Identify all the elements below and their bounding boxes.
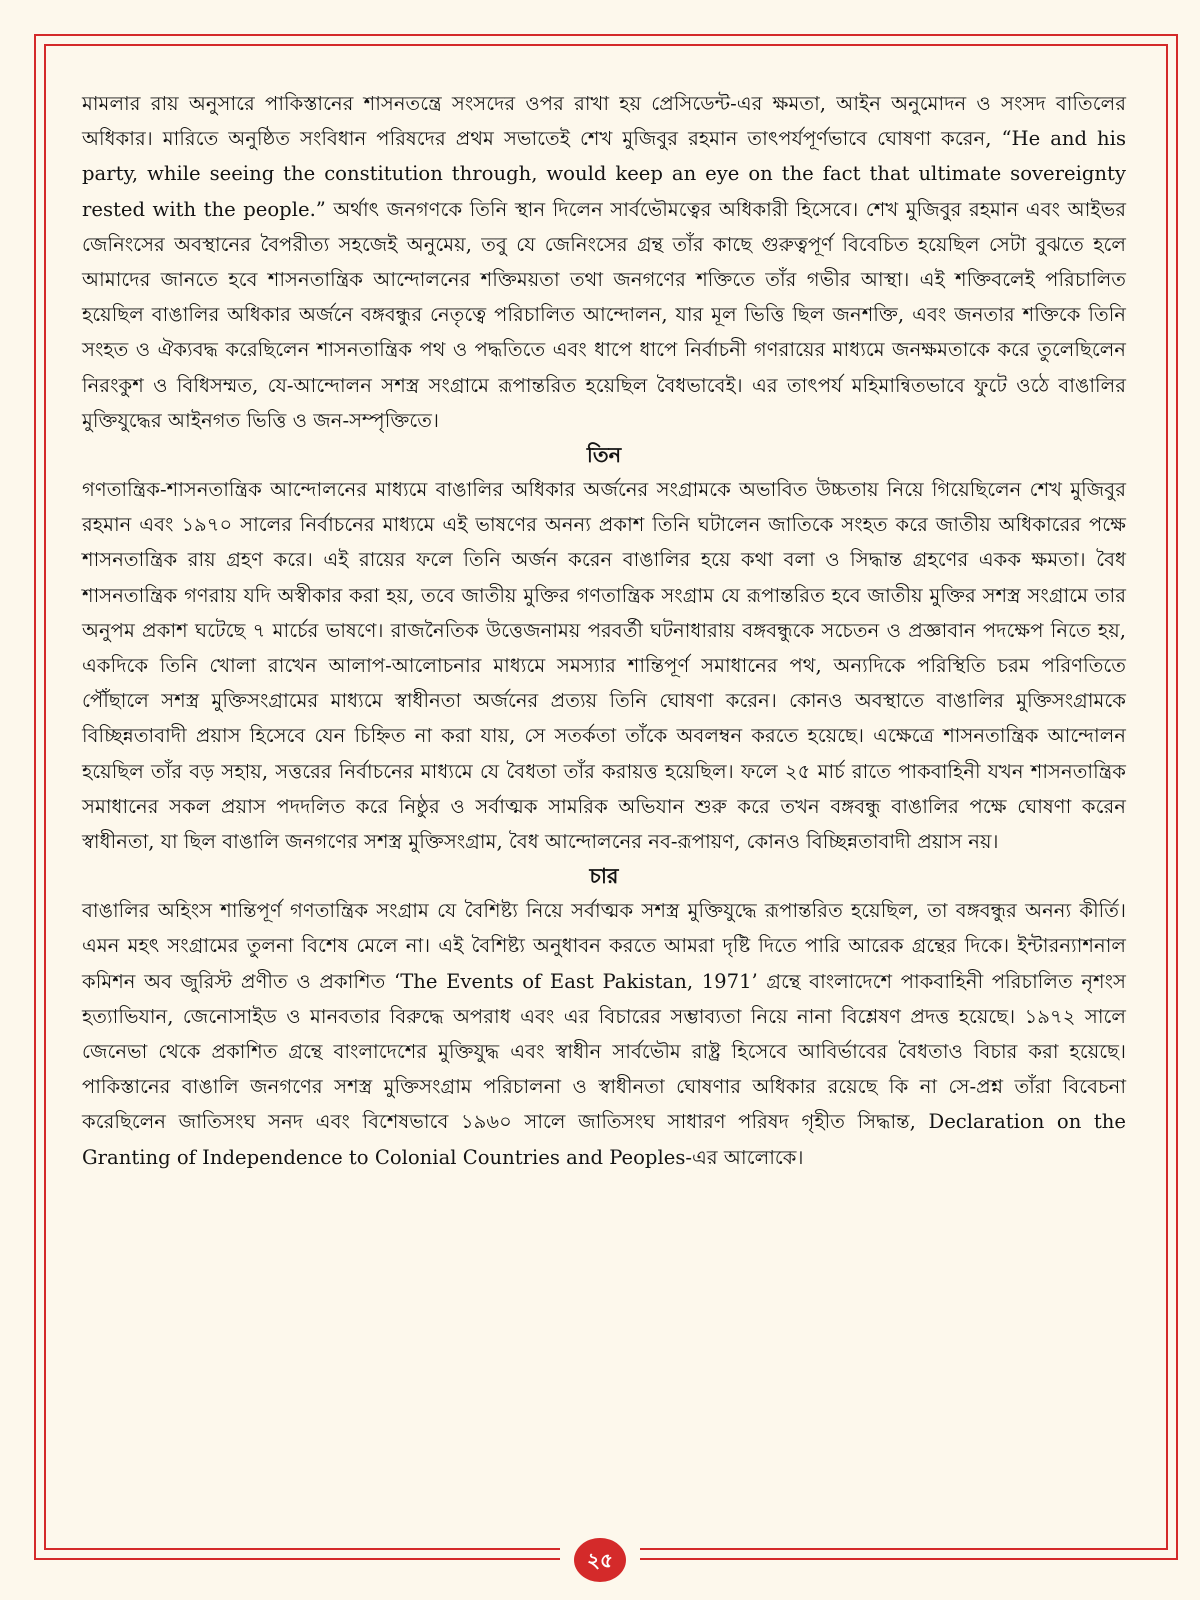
paragraph-3: বাঙালির অহিংস শান্তিপূর্ণ গণতান্ত্রিক সংগ্রাম যে বৈশিষ্ট্য নিয়ে সর্বাত্মক সশস্ত্র মুক্তিযুদ্ধে রূপান্তরিত হয়েছিল, তা বঙ্গবন্ধুর অনন্য কীর্তি। এমন মহৎ সংগ্রামের তুলনা বিশেষ মেলে না। এই বৈশিষ্ট্য অনুধাবন করতে আমরা দৃষ্টি দিতে পারি আরেক গ্রন্থের দিকে। ইন্টারন্যাশনাল কমিশন অব জুরিস্ট প্রণীত ও প্রকাশিত ‘The Events of East Pakistan, 1971’ গ্রন্থে বাংলাদেশে পাকবাহিনী পরিচালিত নৃশংস হত্যাভিযান, জেনোসাইড ও মানবতার বিরুদ্ধে অপরাধ এবং এর বিচারের সম্ভাব্যতা নিয়ে নানা বিশ্লেষণ প্রদত্ত হয়েছে। ১৯৭২ সালে জেনেভা থেকে প্রকাশিত গ্রন্থে বাংলাদেশের মুক্তিযুদ্ধ এবং স্বাধীন সার্বভৌম রাষ্ট্র হিসেবে আবির্ভাবের বৈধতাও বিচার করা হয়েছে। পাকিস্তানের বাঙালি জনগণের সশস্ত্র মুক্তিসংগ্রাম পরিচালনা ও স্বাধীনতা ঘোষণার অধিকার রয়েছে কি না সে-প্রশ্ন তাঁরা বিবেচনা করেছিলেন জাতিসংঘ সনদ এবং বিশেষভাবে ১৯৬০ সালে জাতিসংঘ সাধারণ পরিষদ গৃহীত সিদ্ধান্ত, Declaration on the Granting of Independence to Colonial Countries and Peoples-এর আলোকে। xyxy=(82,899,1126,1169)
section-heading-char: চার xyxy=(589,863,619,889)
paragraph-2: গণতান্ত্রিক-শাসনতান্ত্রিক আন্দোলনের মাধ্যমে বাঙালির অধিকার অর্জনের সংগ্রামকে অভাবিত উচ্চতায় নিয়ে গিয়েছিলেন শেখ মুজিবুর রহমান এবং ১৯৭০ সালের নির্বাচনের মাধ্যমে এই ভাষণের অনন্য প্রকাশ তিনি ঘটালেন জাতিকে সংহত করে জাতীয় অধিকারের পক্ষে শাসনতান্ত্রিক রায় গ্রহণ করে। এই রায়ের ফলে তিনি অর্জন করেন বাঙালির হয়ে কথা বলা ও সিদ্ধান্ত গ্রহণের একক ক্ষমতা। বৈধ শাসনতান্ত্রিক গণরায় যদি অস্বীকার করা হয়, তবে জাতীয় মুক্তির গণতান্ত্রিক সংগ্রাম যে রূপান্তরিত হবে জাতীয় মুক্তির সশস্ত্র সংগ্রামে তার অনুপম প্রকাশ ঘটেছে ৭ মার্চের ভাষণে। রাজনৈতিক উত্তেজনাময় পরবর্তী ঘটনাধারায় বঙ্গবন্ধুকে সচেতন ও প্রজ্ঞাবান পদক্ষেপ নিতে হয়, একদিকে তিনি খোলা রাখেন আলাপ-আলোচনার মাধ্যমে সমস্যার শান্তিপূর্ণ সমাধানের পথ, অন্যদিকে পরিস্থিতি চরম পরিণতিতে পৌঁছালে সশস্ত্র মুক্তিসংগ্রামের মাধ্যমে স্বাধীনতা অর্জনের প্রত্যয় তিনি ঘোষণা করেন। কোনও অবস্থাতে বাঙালির মুক্তিসংগ্রামকে বিচ্ছিন্নতাবাদী প্রয়াস হিসেবে যেন চিহ্নিত না করা যায়, সে সতর্কতা তাঁকে অবলম্বন করতে হয়েছে। এক্ষেত্রে শাসনতান্ত্রিক আন্দোলন হয়েছিল তাঁর বড় সহায়, সত্তরের নির্বাচনের মাধ্যমে যে বৈধতা তাঁর করায়ত্ত হয়েছিল। ফলে ২৫ মার্চ রাতে পাকবাহিনী যখন শাসনতান্ত্রিক সমাধানের সকল প্রয়াস পদদলিত করে নিষ্ঠুর ও সর্বাত্মক সামরিক অভিযান শুরু করে তখন বঙ্গবন্ধু বাঙালির পক্ষে ঘোষণা করেন স্বাধীনতা, যা ছিল বাঙালি জনগণের সশস্ত্র মুক্তিসংগ্রাম, বৈধ আন্দোলনের নব-রূপায়ণ, কোনও বিচ্ছিন্নতাবাদী প্রয়াস নয়। xyxy=(82,478,1126,854)
page-number-badge: ২৫ xyxy=(574,1538,626,1582)
paragraph-1: মামলার রায় অনুসারে পাকিস্তানের শাসনতন্ত্রে সংসদের ওপর রাখা হয় প্রেসিডেন্ট-এর ক্ষমতা, আইন অনুমোদন ও সংসদ বাতিলের অধিকার। মারিতে অনুষ্ঠিত সংবিধান পরিষদের প্রথম সভাতেই শেখ মুজিবুর রহমান তাৎপর্যপূর্ণভাবে ঘোষণা করেন, “He and his party, while seeing the constitution through, would keep an eye on the fact that ultimate sovereignty rested with the people.” অর্থাৎ জনগণকে তিনি স্থান দিলেন সার্বভৌমত্বের অধিকারী হিসেবে। শেখ মুজিবুর রহমান এবং আইভর জেনিংসের অবস্থানের বৈপরীত্য সহজেই অনুমেয়, তবু যে জেনিংসের গ্রন্থ তাঁর কাছে গুরুত্বপূর্ণ বিবেচিত হয়েছিল সেটা বুঝতে হলে আমাদের জানতে হবে শাসনতান্ত্রিক আন্দোলনের শক্তিময়তা তথা জনগণের শক্তিতে তাঁর গভীর আস্থা। এই শক্তিবলেই পরিচালিত হয়েছিল বাঙালির অধিকার অর্জনে বঙ্গবন্ধুর নেতৃত্বে পরিচালিত আন্দোলন, যার মূল ভিত্তি ছিল জনশক্তি, এবং জনতার শক্তিকে তিনি সংহত ও ঐক্যবদ্ধ করেছিলেন শাসনতান্ত্রিক পথ ও পদ্ধতিতে এবং ধাপে ধাপে নির্বাচনী গণরায়ের মাধ্যমে জনক্ষমতাকে করে তুলেছিলেন নিরংকুশ ও বিধিসম্মত, যে-আন্দোলন সশস্ত্র সংগ্রামে রূপান্তরিত হয়েছিল বৈধভাবেই। এর তাৎপর্য মহিমান্বিতভাবে ফুটে ওঠে বাঙালির মুক্তিযুদ্ধের আইনগত ভিত্তি ও জন-সম্পৃক্তিতে। xyxy=(82,92,1126,432)
article-body xyxy=(82,86,1126,1175)
section-heading-tin: তিন xyxy=(586,442,622,468)
